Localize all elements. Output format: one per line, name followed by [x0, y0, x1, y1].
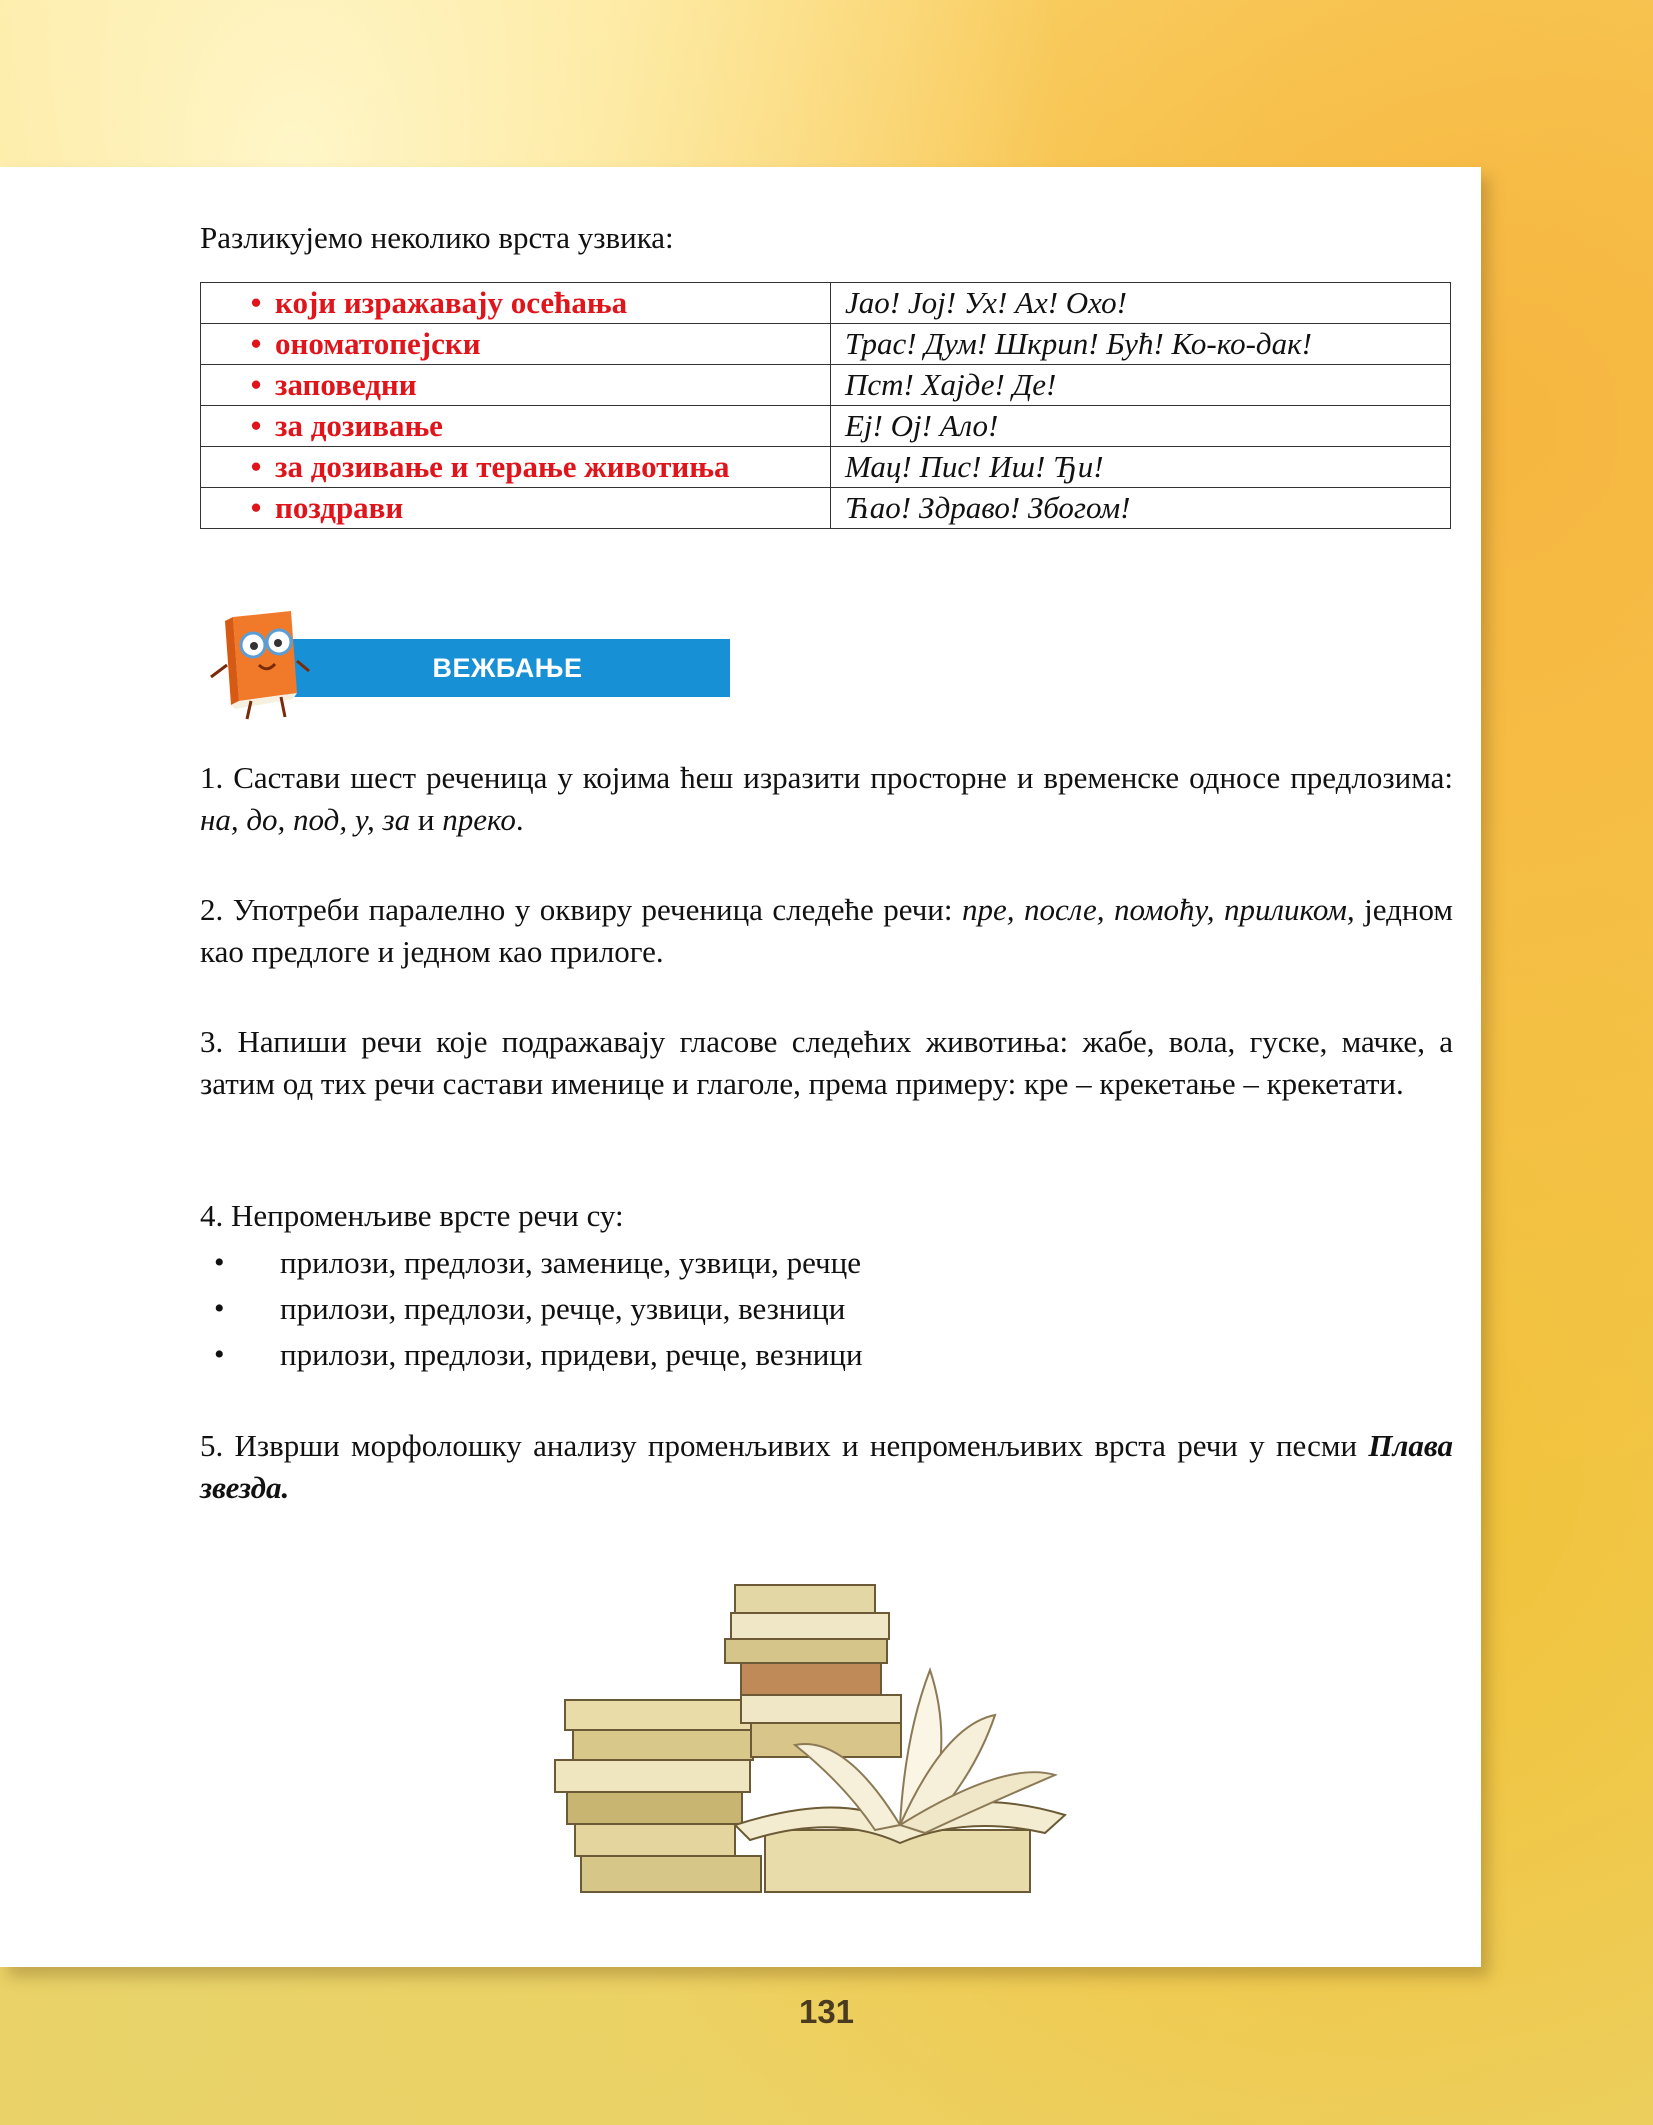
exercise-banner [205, 605, 725, 725]
table-row [201, 324, 1451, 365]
kind-cell: • ономатопејски [201, 324, 831, 365]
intro-text: Разликујемо неколико врста узвика: [200, 220, 674, 255]
list-item: • прилози, предлози, придеви, речце, везници [200, 1332, 863, 1378]
kind-cell: • који изражавају осећања [201, 283, 831, 324]
examples-cell: Еј! Ој! Ало! [831, 406, 1451, 447]
table-row [201, 447, 1451, 488]
task-1: 1. Састави шест реченица у којима ћеш изразити просторне и временске односе предлозима: на, до, под, у, за и преко. [200, 760, 1453, 837]
examples-cell: Мац! Пис! Иш! Ђи! [831, 447, 1451, 488]
task-3: 3. Напиши речи које подражавају гласове следећих животиња: жабе, вола, гуске, мачке, а затим од тих речи састави именице и глаголе, према примеру: кре – крекетање – крекетати. [200, 1024, 1453, 1101]
kind-cell: • поздрави [201, 488, 831, 529]
books-stack-illustration [545, 1575, 1105, 1905]
examples-cell: Пст! Хајде! Де! [831, 365, 1451, 406]
interjection-kinds-table [200, 282, 1451, 529]
examples-cell: Јао! Јој! Ух! Ах! Охо! [831, 283, 1451, 324]
task-5: 5. Изврши морфолошку анализу променљивих и непроменљивих врста речи у песми Плава звезда. [200, 1428, 1453, 1505]
examples-cell: Трас! Дум! Шкрип! Бућ! Ко-ко-дак! [831, 324, 1451, 365]
kind-cell: • заповедни [201, 365, 831, 406]
book-mascot-icon [205, 605, 315, 725]
kind-cell: • за дозивање и терање животиња [201, 447, 831, 488]
page-number: 131 [798, 1993, 855, 2030]
table-row [201, 406, 1451, 447]
kind-cell: • за дозивање [201, 406, 831, 447]
examples-cell: Ћао! Здраво! Збогом! [831, 488, 1451, 529]
table-row [201, 365, 1451, 406]
exercise-banner-label: ВЕЖБАЊЕ [432, 653, 583, 683]
table-row [201, 488, 1451, 529]
task-4: 4. Непроменљиве врсте речи су: [200, 1198, 624, 1233]
task-4-options [200, 1240, 863, 1378]
table-row [201, 283, 1451, 324]
list-item: • прилози, предлози, заменице, узвици, речце [200, 1240, 863, 1286]
list-item: • прилози, предлози, речце, узвици, везници [200, 1286, 863, 1332]
task-2: 2. Употреби паралелно у оквиру реченица следеће речи: пре, после, помоћу, приликом, једном као предлоге и једном као прилоге. [200, 892, 1454, 969]
